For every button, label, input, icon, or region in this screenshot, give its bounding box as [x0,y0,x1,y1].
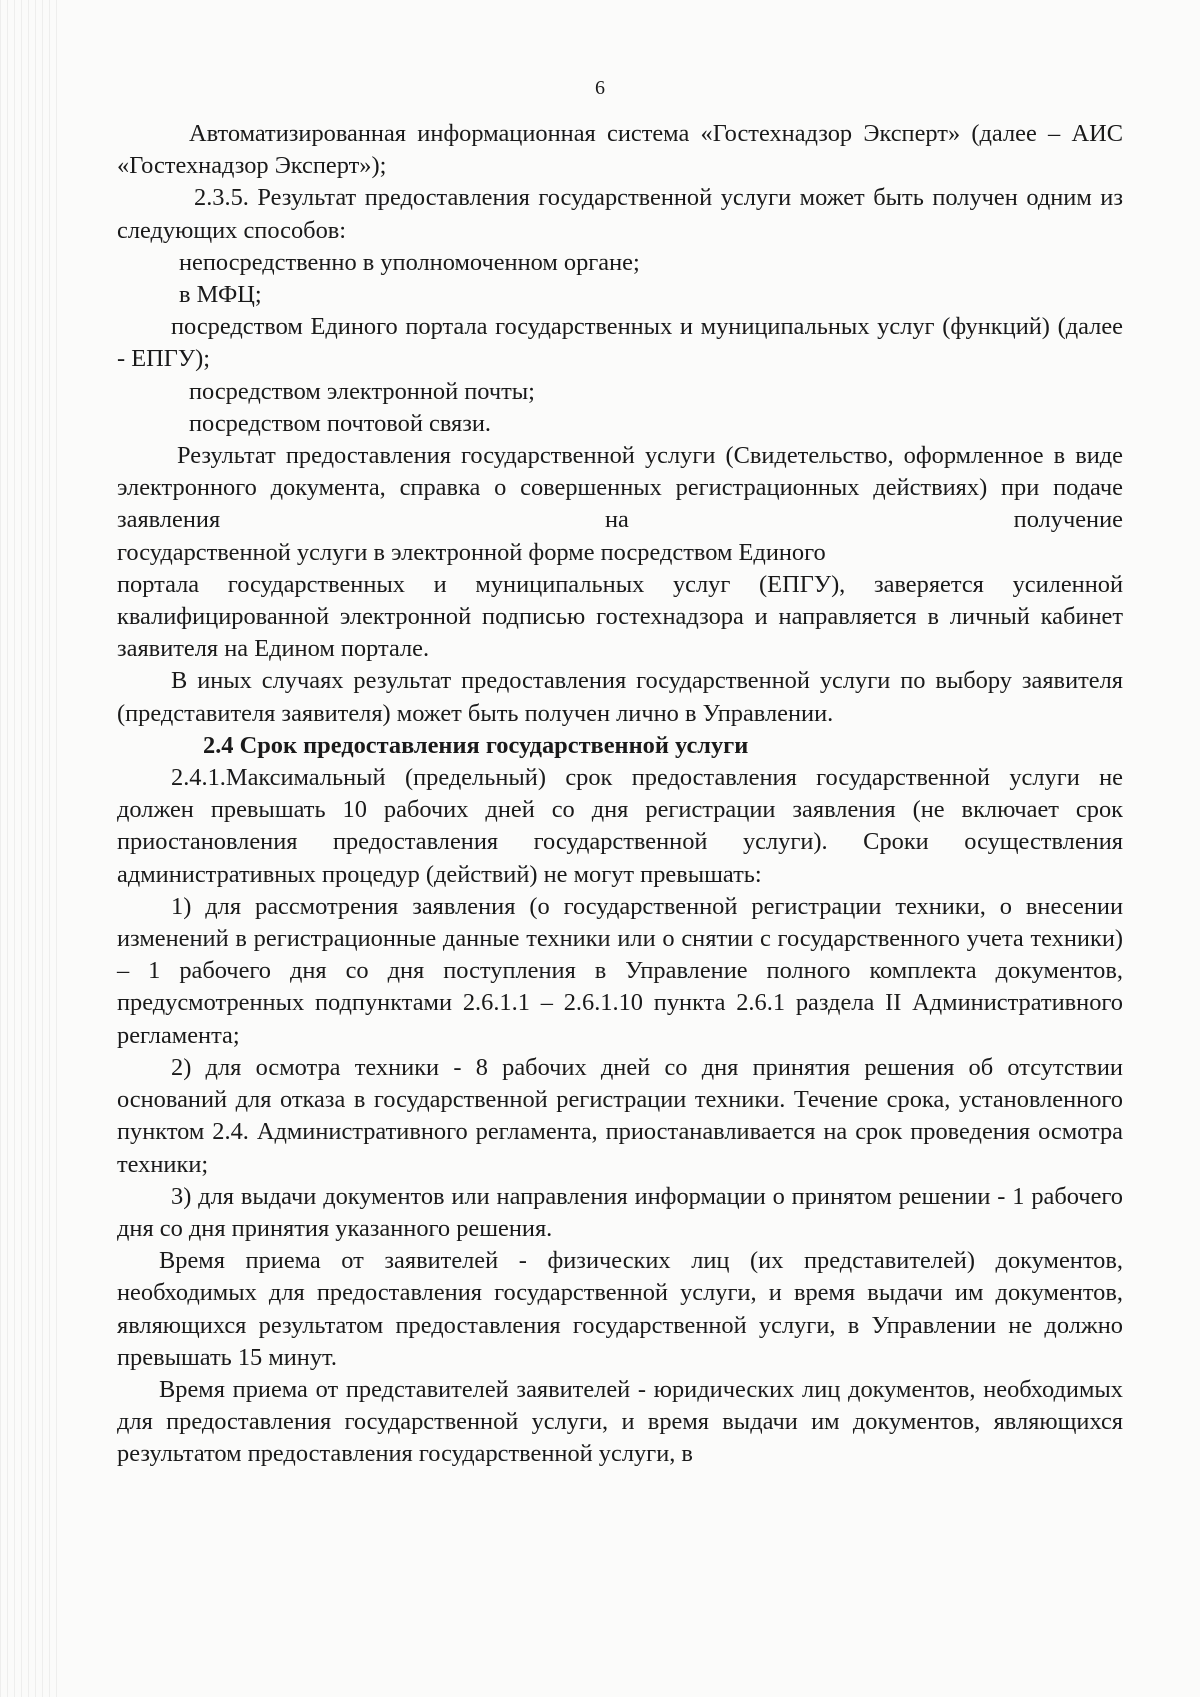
list-item-mfc: в МФЦ; [179,281,262,309]
list-item-post: посредством почтовой связи. [189,409,492,437]
paragraph-reception-individuals: Время приема от заявителей - физических лиц (их представителей) документов, необходимых для предоставления государственной услуги, и время выдачи им документов, являющихся результатом предоставления государственной услуги, в Управлении не должно превышать 15 минут. [117,1247,1123,1371]
paragraph-item-2: 2) для осмотра техники - 8 рабочих дней со дня принятия решения об отсутствии оснований для отказа в государственной регистрации техники. Течение срока, установленного пунктом 2.4. Административного регламента, приостанавливается на срок проведения осмотра техники; [117,1053,1123,1178]
paragraph-result: Результат предоставления государственной услуги (Свидетельство, оформленное в виде электронного документа, справка о совершенных регистрационных действиях) при подаче заявления на получение [117,442,1123,534]
paragraph-item-3: 3) для выдачи документов или направления информации о принятом решении - 1 рабочего дня со дня принятия указанного решения. [117,1182,1123,1242]
list-item-email: посредством электронной почты; [189,377,535,405]
paragraph-item-1: 1) для рассмотрения заявления (о государственной регистрации техники, о внесении изменений в регистрационные данные техники или о снятии с государственного учета техники) – 1 рабочего дня со дня поступления в Управление полного комплекта документов, предусмотренных подпунктами 2.6.1.1 – 2.6.1.10 пункта 2.6.1 раздела II Административного регламента; [117,892,1123,1049]
paragraph-result-cont: портала государственных и муниципальных услуг (ЕПГУ), заверяется усиленной квалифицированной электронной подписью гостехнадзора и направляется в личный кабинет заявителя на Едином портале. [117,570,1123,663]
paragraph-reception-legal: Время приема от представителей заявителей - юридических лиц документов, необходимых для предоставления государственной услуги, и время выдачи им документов, являющихся результатом предоставления государственной услуги, в [117,1375,1123,1468]
paragraph-2-3-5: 2.3.5. Результат предоставления государственной услуги может быть получен одним из следующих способов: [117,184,1123,244]
page-number: 6 [595,77,605,99]
document-body [117,118,1123,1471]
section-heading-2-4: 2.4 Срок предоставления государственной услуги [203,731,749,759]
paragraph-result-line: государственной услуги в электронной форме посредством Единого [117,538,826,566]
paragraph-other-cases: В иных случаях результат предоставления государственной услуги по выбору заявителя (представителя заявителя) может быть получен лично в Управлении. [117,667,1123,727]
list-item-authority: непосредственно в уполномоченном органе; [179,248,640,276]
scan-edge-artifact [0,0,60,1697]
paragraph-2-4-1: 2.4.1.Максимальный (предельный) срок предоставления государственной услуги не должен превышать 10 рабочих дней со дня регистрации заявления (не включает срок приостановления предоставления государственной услуги). Сроки осуществления административных процедур (действий) не могут превышать: [117,764,1123,888]
paragraph-ais: Автоматизированная информационная система «Гостехнадзор Эксперт» (далее – АИС «Гостехнадзор Эксперт»); [117,120,1123,180]
list-item-epgu: посредством Единого портала государственных и муниципальных услуг (функций) (далее - ЕПГУ); [117,313,1123,373]
